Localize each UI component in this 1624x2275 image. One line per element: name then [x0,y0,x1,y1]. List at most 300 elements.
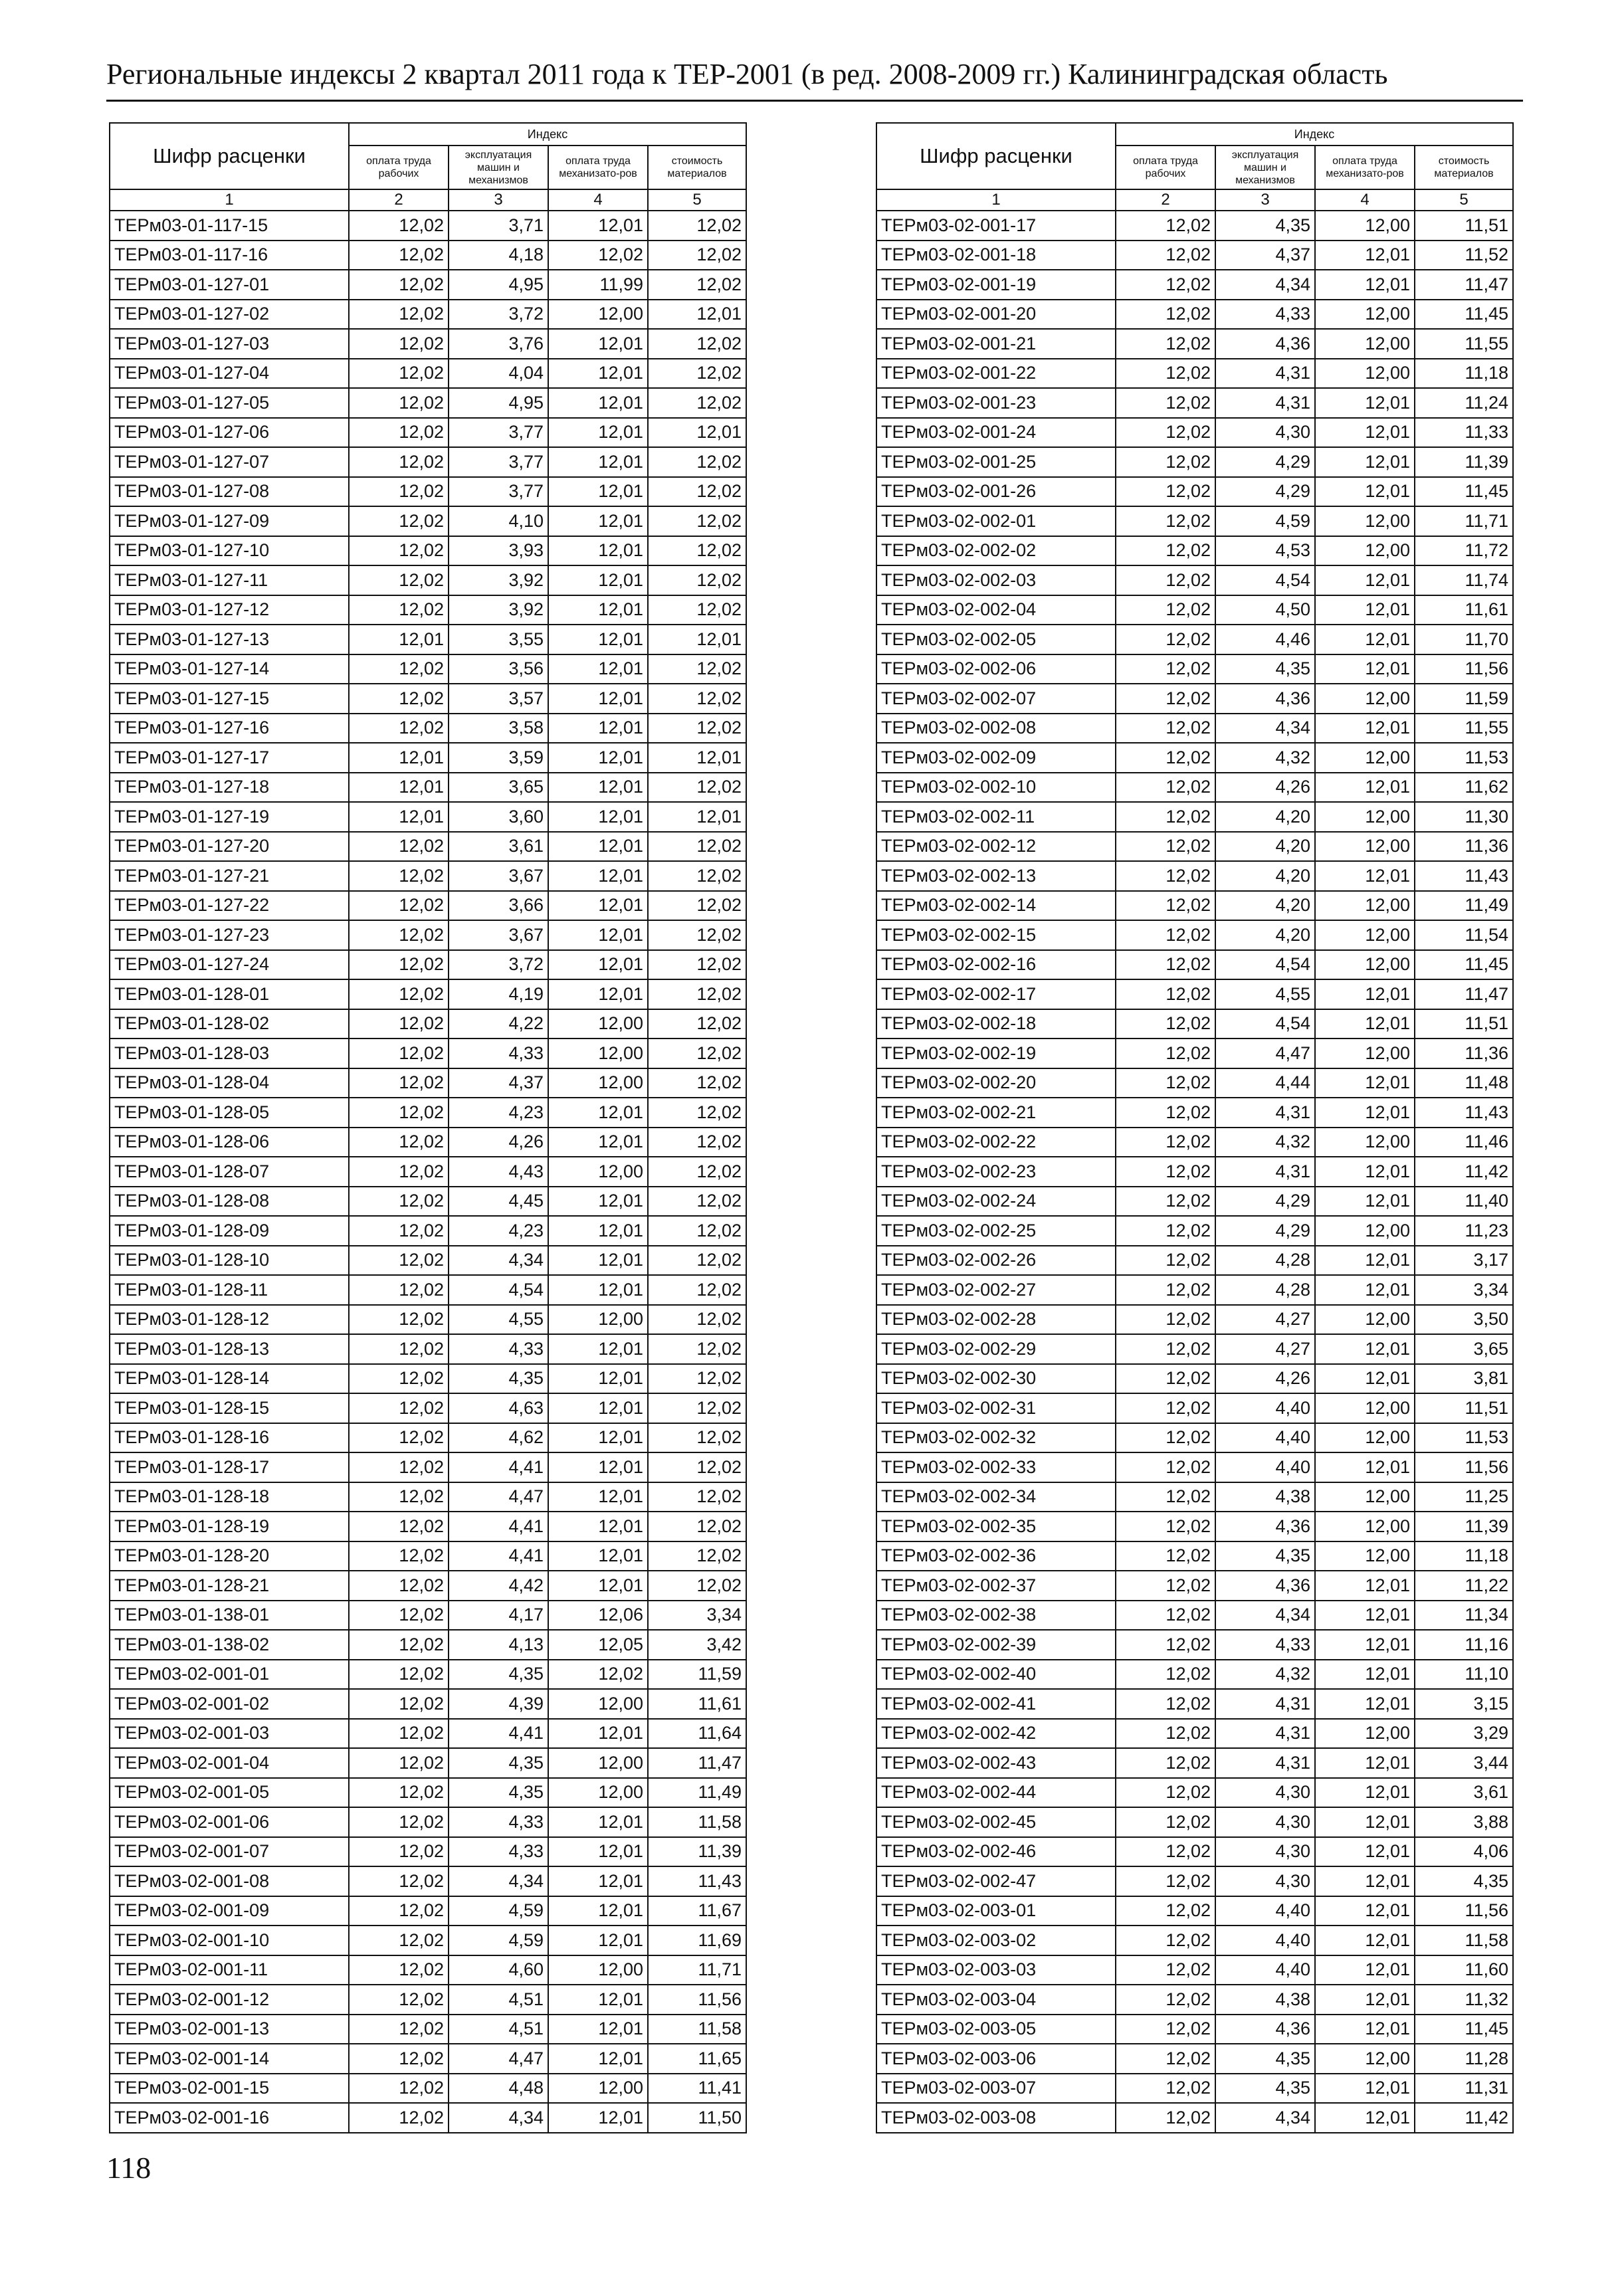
labor-index-cell: 12,02 [349,388,449,418]
rate-code-cell: ТЕРм03-02-002-16 [876,950,1116,980]
mech-labor-index-cell: 12,01 [548,2103,648,2133]
materials-index-cell: 12,02 [648,506,746,536]
labor-index-cell: 12,02 [349,1571,449,1601]
rate-code-cell: ТЕРм03-02-002-13 [876,861,1116,891]
mech-labor-index-cell: 12,01 [548,329,648,359]
mech-labor-index-cell: 12,01 [1315,1571,1415,1601]
labor-index-cell: 12,02 [349,1009,449,1039]
table-row [876,802,1513,832]
table-row [110,418,746,448]
materials-index-cell: 3,50 [1415,1305,1513,1335]
table-row [876,1246,1513,1276]
mech-labor-index-cell: 12,01 [548,1807,648,1837]
labor-index-cell: 12,02 [1116,1807,1215,1837]
materials-index-cell: 11,55 [1415,714,1513,743]
materials-index-cell: 12,02 [648,714,746,743]
labor-index-cell: 12,02 [349,1423,449,1453]
rate-code-cell: ТЕРм03-02-002-11 [876,802,1116,832]
machines-index-cell: 4,31 [1215,1719,1315,1749]
table-row [876,1601,1513,1631]
labor-index-cell: 12,02 [349,1452,449,1482]
labor-index-cell: 12,02 [1116,1305,1215,1335]
materials-index-cell: 11,67 [648,1896,746,1926]
table-row [110,1128,746,1157]
right-index-table [876,122,1514,2133]
mech-labor-index-cell: 12,00 [548,1748,648,1778]
table-row [876,1098,1513,1128]
machines-index-cell: 4,33 [1215,1630,1315,1660]
rate-code-cell: ТЕРм03-02-003-01 [876,1896,1116,1926]
machines-index-cell: 4,30 [1215,1866,1315,1896]
materials-index-cell: 12,02 [648,1246,746,1276]
mech-labor-index-cell: 12,01 [1315,1601,1415,1631]
mech-labor-index-cell: 12,00 [1315,1305,1415,1335]
machines-index-cell: 4,13 [449,1630,548,1660]
labor-index-cell: 12,02 [1116,714,1215,743]
materials-index-cell: 11,43 [648,1866,746,1896]
table-row [110,1689,746,1719]
machines-index-cell: 4,42 [449,1571,548,1601]
rate-code-cell: ТЕРм03-01-138-02 [110,1630,349,1660]
materials-index-cell: 12,02 [648,477,746,507]
machines-index-cell: 3,59 [449,743,548,773]
labor-index-cell: 12,02 [349,2103,449,2133]
machines-index-cell: 4,32 [1215,1128,1315,1157]
materials-index-cell: 11,40 [1415,1187,1513,1217]
rate-code-cell: ТЕРм03-02-002-30 [876,1364,1116,1394]
table-row [876,241,1513,270]
table-row [110,832,746,862]
labor-index-cell: 12,02 [349,211,449,241]
labor-index-cell: 12,02 [1116,1660,1215,1690]
table-row [876,1216,1513,1246]
labor-index-cell: 12,02 [349,1719,449,1749]
mech-labor-index-cell: 12,01 [1315,1748,1415,1778]
table-row [110,1393,746,1423]
table-row [876,861,1513,891]
mech-labor-index-cell: 12,01 [1315,241,1415,270]
labor-index-cell: 12,02 [1116,1098,1215,1128]
materials-index-cell: 11,47 [648,1748,746,1778]
labor-index-cell: 12,02 [1116,270,1215,300]
labor-index-cell: 12,02 [349,1896,449,1926]
machines-index-cell: 4,27 [1215,1334,1315,1364]
table-row [876,1128,1513,1157]
machines-index-cell: 4,37 [449,1068,548,1098]
mech-labor-index-cell: 12,00 [548,1305,648,1335]
table-row [876,1926,1513,1955]
machines-index-cell: 4,54 [1215,1009,1315,1039]
rate-code-cell: ТЕРм03-01-127-18 [110,773,349,803]
materials-index-cell: 4,06 [1415,1837,1513,1867]
materials-index-cell: 12,02 [648,565,746,595]
rate-code-cell: ТЕРм03-02-002-47 [876,1866,1116,1896]
labor-index-cell: 12,02 [1116,388,1215,418]
materials-index-cell: 11,54 [1415,920,1513,950]
machines-index-cell: 4,31 [1215,388,1315,418]
mech-labor-index-cell: 12,00 [548,1955,648,1985]
mech-labor-index-cell: 12,01 [548,684,648,714]
mech-labor-index-cell: 12,01 [548,595,648,625]
materials-index-cell: 11,71 [1415,506,1513,536]
mech-labor-index-cell: 12,01 [1315,1896,1415,1926]
materials-index-cell: 12,02 [648,1009,746,1039]
rate-code-cell: ТЕРм03-01-128-08 [110,1187,349,1217]
materials-index-cell: 11,10 [1415,1660,1513,1690]
table-row [110,359,746,389]
labor-index-cell: 12,02 [1116,447,1215,477]
mech-labor-index-cell: 12,01 [1315,1837,1415,1867]
labor-index-cell: 12,02 [349,1601,449,1631]
rate-code-cell: ТЕРм03-02-002-26 [876,1246,1116,1276]
materials-index-cell: 12,01 [648,418,746,448]
mech-labor-index-cell: 12,01 [548,1482,648,1512]
labor-index-cell: 12,02 [349,2015,449,2044]
mech-labor-index-cell: 12,01 [1315,270,1415,300]
machines-index-cell: 4,32 [1215,743,1315,773]
code-column-header: Шифр расценки [876,123,1116,189]
labor-index-cell: 12,02 [1116,684,1215,714]
labor-index-cell: 12,02 [1116,2015,1215,2044]
machines-index-cell: 4,26 [1215,1364,1315,1394]
mech-labor-index-cell: 12,01 [1315,979,1415,1009]
materials-index-cell: 11,49 [1415,891,1513,921]
materials-index-cell: 11,48 [1415,1068,1513,1098]
labor-index-cell: 12,02 [1116,1393,1215,1423]
machines-index-cell: 4,20 [1215,861,1315,891]
mech-labor-index-cell: 12,01 [1315,1630,1415,1660]
mech-labor-index-cell: 12,01 [1315,714,1415,743]
table-row [876,950,1513,980]
materials-index-cell: 11,56 [1415,654,1513,684]
rate-code-cell: ТЕРм03-02-001-07 [110,1837,349,1867]
mech-labor-index-cell: 12,00 [1315,1039,1415,1068]
labor-index-cell: 12,02 [349,1630,449,1660]
rate-code-cell: ТЕРм03-02-002-38 [876,1601,1116,1631]
rate-code-cell: ТЕРм03-02-002-19 [876,1039,1116,1068]
materials-index-cell: 11,51 [1415,1393,1513,1423]
machines-index-cell: 4,36 [1215,1571,1315,1601]
table-row [110,802,746,832]
labor-index-cell: 12,02 [1116,1571,1215,1601]
table-row [110,1866,746,1896]
labor-index-cell: 12,02 [1116,1157,1215,1187]
rate-code-cell: ТЕРм03-01-128-14 [110,1364,349,1394]
materials-index-cell: 11,51 [1415,1009,1513,1039]
materials-index-cell: 12,02 [648,773,746,803]
rate-code-cell: ТЕРм03-02-002-14 [876,891,1116,921]
table-row [110,773,746,803]
rate-code-cell: ТЕРм03-01-128-20 [110,1541,349,1571]
machines-index-cell: 4,20 [1215,920,1315,950]
labor-index-cell: 12,02 [349,1275,449,1305]
labor-index-cell: 12,02 [1116,418,1215,448]
labor-index-cell: 12,02 [1116,1689,1215,1719]
table-row [110,1926,746,1955]
labor-column-header: оплата труда рабочих [1116,146,1215,189]
rate-code-cell: ТЕРм03-02-003-05 [876,2015,1116,2044]
machines-index-cell: 4,35 [1215,1541,1315,1571]
rate-code-cell: ТЕРм03-01-128-21 [110,1571,349,1601]
labor-index-cell: 12,02 [1116,477,1215,507]
machines-index-cell: 3,72 [449,300,548,330]
labor-index-cell: 12,02 [349,654,449,684]
rate-code-cell: ТЕРм03-02-002-37 [876,1571,1116,1601]
mech-labor-index-cell: 12,01 [548,1098,648,1128]
rate-code-cell: ТЕРм03-01-127-11 [110,565,349,595]
machines-index-cell: 4,34 [449,2103,548,2133]
mech-labor-index-cell: 12,01 [548,536,648,566]
table-row [110,447,746,477]
mech-labor-index-cell: 12,01 [1315,1866,1415,1896]
materials-index-cell: 11,59 [1415,684,1513,714]
table-row [110,654,746,684]
rate-code-cell: ТЕРм03-01-128-19 [110,1512,349,1541]
table-row [110,506,746,536]
machines-index-cell: 4,95 [449,270,548,300]
materials-index-cell: 12,02 [648,1068,746,1098]
labor-index-cell: 12,02 [349,1541,449,1571]
rate-code-cell: ТЕРм03-02-002-24 [876,1187,1116,1217]
table-row [110,1334,746,1364]
labor-index-cell: 12,02 [349,536,449,566]
mech-labor-index-cell: 12,00 [1315,1216,1415,1246]
rate-code-cell: ТЕРм03-02-002-20 [876,1068,1116,1098]
materials-index-cell: 12,01 [648,300,746,330]
table-row [876,1305,1513,1335]
rate-code-cell: ТЕРм03-01-127-08 [110,477,349,507]
rate-code-cell: ТЕРм03-01-127-12 [110,595,349,625]
rate-code-cell: ТЕРм03-01-128-06 [110,1128,349,1157]
table-row [876,1571,1513,1601]
labor-index-cell: 12,02 [1116,1128,1215,1157]
machines-index-cell: 4,47 [449,1482,548,1512]
materials-index-cell: 11,45 [1415,2015,1513,2044]
mech-labor-index-cell: 12,01 [1315,2015,1415,2044]
rate-code-cell: ТЕРм03-02-001-21 [876,329,1116,359]
mech-labor-index-cell: 12,01 [548,477,648,507]
materials-index-cell: 11,24 [1415,388,1513,418]
materials-index-cell: 12,02 [648,595,746,625]
machines-index-cell: 3,92 [449,565,548,595]
rate-code-cell: ТЕРм03-02-002-43 [876,1748,1116,1778]
mech-labor-index-cell: 12,01 [548,1541,648,1571]
table-row [876,1187,1513,1217]
rate-code-cell: ТЕРм03-02-001-15 [110,2074,349,2104]
rate-code-cell: ТЕРм03-01-127-03 [110,329,349,359]
machines-index-cell: 4,26 [449,1128,548,1157]
rate-code-cell: ТЕРм03-02-001-06 [110,1807,349,1837]
rate-code-cell: ТЕРм03-02-002-39 [876,1630,1116,1660]
column-number: 2 [349,189,449,211]
labor-index-cell: 12,02 [349,595,449,625]
rate-code-cell: ТЕРм03-01-128-07 [110,1157,349,1187]
labor-index-cell: 12,02 [349,861,449,891]
materials-index-cell: 11,45 [1415,477,1513,507]
rate-code-cell: ТЕРм03-02-002-23 [876,1157,1116,1187]
mech-labor-index-cell: 12,01 [1315,1098,1415,1128]
mech-labor-index-cell: 12,00 [1315,359,1415,389]
labor-index-cell: 12,02 [1116,506,1215,536]
materials-index-cell: 12,02 [648,1128,746,1157]
materials-index-cell: 3,34 [648,1601,746,1631]
labor-index-cell: 12,02 [349,1512,449,1541]
materials-index-cell: 11,58 [648,1807,746,1837]
table-row [876,743,1513,773]
rate-code-cell: ТЕРм03-02-002-09 [876,743,1116,773]
labor-index-cell: 12,02 [1116,2074,1215,2104]
rate-code-cell: ТЕРм03-02-002-28 [876,1305,1116,1335]
mech-labor-index-cell: 12,00 [1315,1512,1415,1541]
table-row [110,1541,746,1571]
table-row [110,1009,746,1039]
materials-index-cell: 12,02 [648,891,746,921]
machines-index-cell: 4,30 [1215,1778,1315,1808]
labor-index-cell: 12,02 [349,1660,449,1690]
rate-code-cell: ТЕРм03-01-127-23 [110,920,349,950]
rate-code-cell: ТЕРм03-02-002-12 [876,832,1116,862]
column-number: 2 [1116,189,1215,211]
labor-index-cell: 12,02 [1116,920,1215,950]
labor-index-cell: 12,02 [1116,359,1215,389]
table-row [110,388,746,418]
materials-index-cell: 12,02 [648,211,746,241]
machines-index-cell: 4,31 [1215,1157,1315,1187]
labor-index-cell: 12,02 [1116,1452,1215,1482]
rate-code-cell: ТЕРм03-02-002-03 [876,565,1116,595]
materials-index-cell: 3,88 [1415,1807,1513,1837]
labor-index-cell: 12,02 [1116,743,1215,773]
machines-index-cell: 4,35 [1215,2074,1315,2104]
mech-labor-index-cell: 12,01 [548,1837,648,1867]
materials-index-cell: 11,41 [648,2074,746,2104]
labor-index-cell: 12,02 [1116,300,1215,330]
materials-index-cell: 11,47 [1415,979,1513,1009]
rate-code-cell: ТЕРм03-02-002-35 [876,1512,1116,1541]
machines-index-cell: 4,34 [1215,1601,1315,1631]
mech-labor-index-cell: 12,01 [548,654,648,684]
labor-index-cell: 12,02 [1116,979,1215,1009]
table-row [110,1807,746,1837]
mech-labor-index-cell: 12,00 [1315,211,1415,241]
machines-index-cell: 4,50 [1215,595,1315,625]
machines-index-cell: 4,59 [449,1926,548,1955]
table-row [110,211,746,241]
rate-code-cell: ТЕРм03-02-001-16 [110,2103,349,2133]
table-row [110,1157,746,1187]
machines-index-cell: 4,36 [1215,2015,1315,2044]
rate-code-cell: ТЕРм03-01-128-11 [110,1275,349,1305]
rate-code-cell: ТЕРм03-02-001-14 [110,2044,349,2074]
materials-index-cell: 11,53 [1415,1423,1513,1453]
materials-index-cell: 12,02 [648,979,746,1009]
mech-labor-index-cell: 12,01 [1315,1660,1415,1690]
materials-index-cell: 11,45 [1415,300,1513,330]
table-row [876,920,1513,950]
labor-index-cell: 12,02 [349,1246,449,1276]
machines-index-cell: 4,34 [1215,2103,1315,2133]
mech-labor-index-cell: 12,01 [548,388,648,418]
column-number: 5 [648,189,746,211]
machines-index-cell: 4,35 [449,1364,548,1394]
materials-index-cell: 12,02 [648,1157,746,1187]
table-row [876,1748,1513,1778]
machines-index-cell: 4,41 [449,1541,548,1571]
rate-code-cell: ТЕРм03-01-138-01 [110,1601,349,1631]
machines-index-cell: 4,34 [1215,270,1315,300]
table-row [876,714,1513,743]
machines-index-cell: 4,34 [449,1246,548,1276]
machines-column-header: эксплуатация машин и механизмов [449,146,548,189]
materials-index-cell: 11,46 [1415,1128,1513,1157]
table-row [110,1275,746,1305]
table-row [876,477,1513,507]
machines-index-cell: 4,63 [449,1393,548,1423]
table-row [876,1719,1513,1749]
labor-index-cell: 12,02 [1116,891,1215,921]
mech-labor-index-cell: 12,01 [1315,1955,1415,1985]
table-row [876,979,1513,1009]
table-row [110,1837,746,1867]
labor-index-cell: 12,02 [349,1866,449,1896]
materials-index-cell: 12,02 [648,1216,746,1246]
mech-labor-index-cell: 12,01 [1315,2074,1415,2104]
materials-index-cell: 11,39 [1415,1512,1513,1541]
table-row [110,536,746,566]
column-number: 1 [876,189,1116,211]
machines-index-cell: 4,55 [1215,979,1315,1009]
materials-index-cell: 11,74 [1415,565,1513,595]
rate-code-cell: ТЕРм03-02-002-06 [876,654,1116,684]
labor-index-cell: 12,02 [1116,1926,1215,1955]
rate-code-cell: ТЕРм03-02-003-04 [876,1985,1116,2015]
machines-index-cell: 4,41 [449,1719,548,1749]
mech-labor-index-cell: 12,01 [548,773,648,803]
machines-index-cell: 4,20 [1215,832,1315,862]
rate-code-cell: ТЕРм03-02-001-10 [110,1926,349,1955]
materials-index-cell: 11,30 [1415,802,1513,832]
machines-index-cell: 4,39 [449,1689,548,1719]
mech-labor-index-cell: 12,01 [548,1985,648,2015]
rate-code-cell: ТЕРм03-02-001-19 [876,270,1116,300]
rate-code-cell: ТЕРм03-01-128-10 [110,1246,349,1276]
materials-index-cell: 3,17 [1415,1246,1513,1276]
rate-code-cell: ТЕРм03-02-001-01 [110,1660,349,1690]
labor-index-cell: 12,02 [1116,1778,1215,1808]
index-group-header: Индекс [1116,123,1513,146]
machines-index-cell: 4,22 [449,1009,548,1039]
labor-index-cell: 12,01 [349,773,449,803]
rate-code-cell: ТЕРм03-02-002-45 [876,1807,1116,1837]
materials-index-cell: 12,02 [648,388,746,418]
materials-index-cell: 11,60 [1415,1955,1513,1985]
mech-labor-index-cell: 12,01 [548,979,648,1009]
machines-index-cell: 4,33 [449,1837,548,1867]
mech-labor-index-cell: 12,01 [1315,1157,1415,1187]
machines-index-cell: 4,48 [449,2074,548,2104]
mech-labor-index-cell: 12,01 [548,506,648,536]
rate-code-cell: ТЕРм03-02-001-23 [876,388,1116,418]
rate-code-cell: ТЕРм03-02-002-36 [876,1541,1116,1571]
machines-index-cell: 4,35 [1215,211,1315,241]
rate-code-cell: ТЕРм03-02-001-25 [876,447,1116,477]
machines-index-cell: 4,40 [1215,1955,1315,1985]
mech-labor-index-cell: 12,00 [1315,506,1415,536]
machines-index-cell: 3,58 [449,714,548,743]
labor-index-cell: 12,02 [349,1364,449,1394]
materials-index-cell: 12,02 [648,536,746,566]
table-row [876,211,1513,241]
